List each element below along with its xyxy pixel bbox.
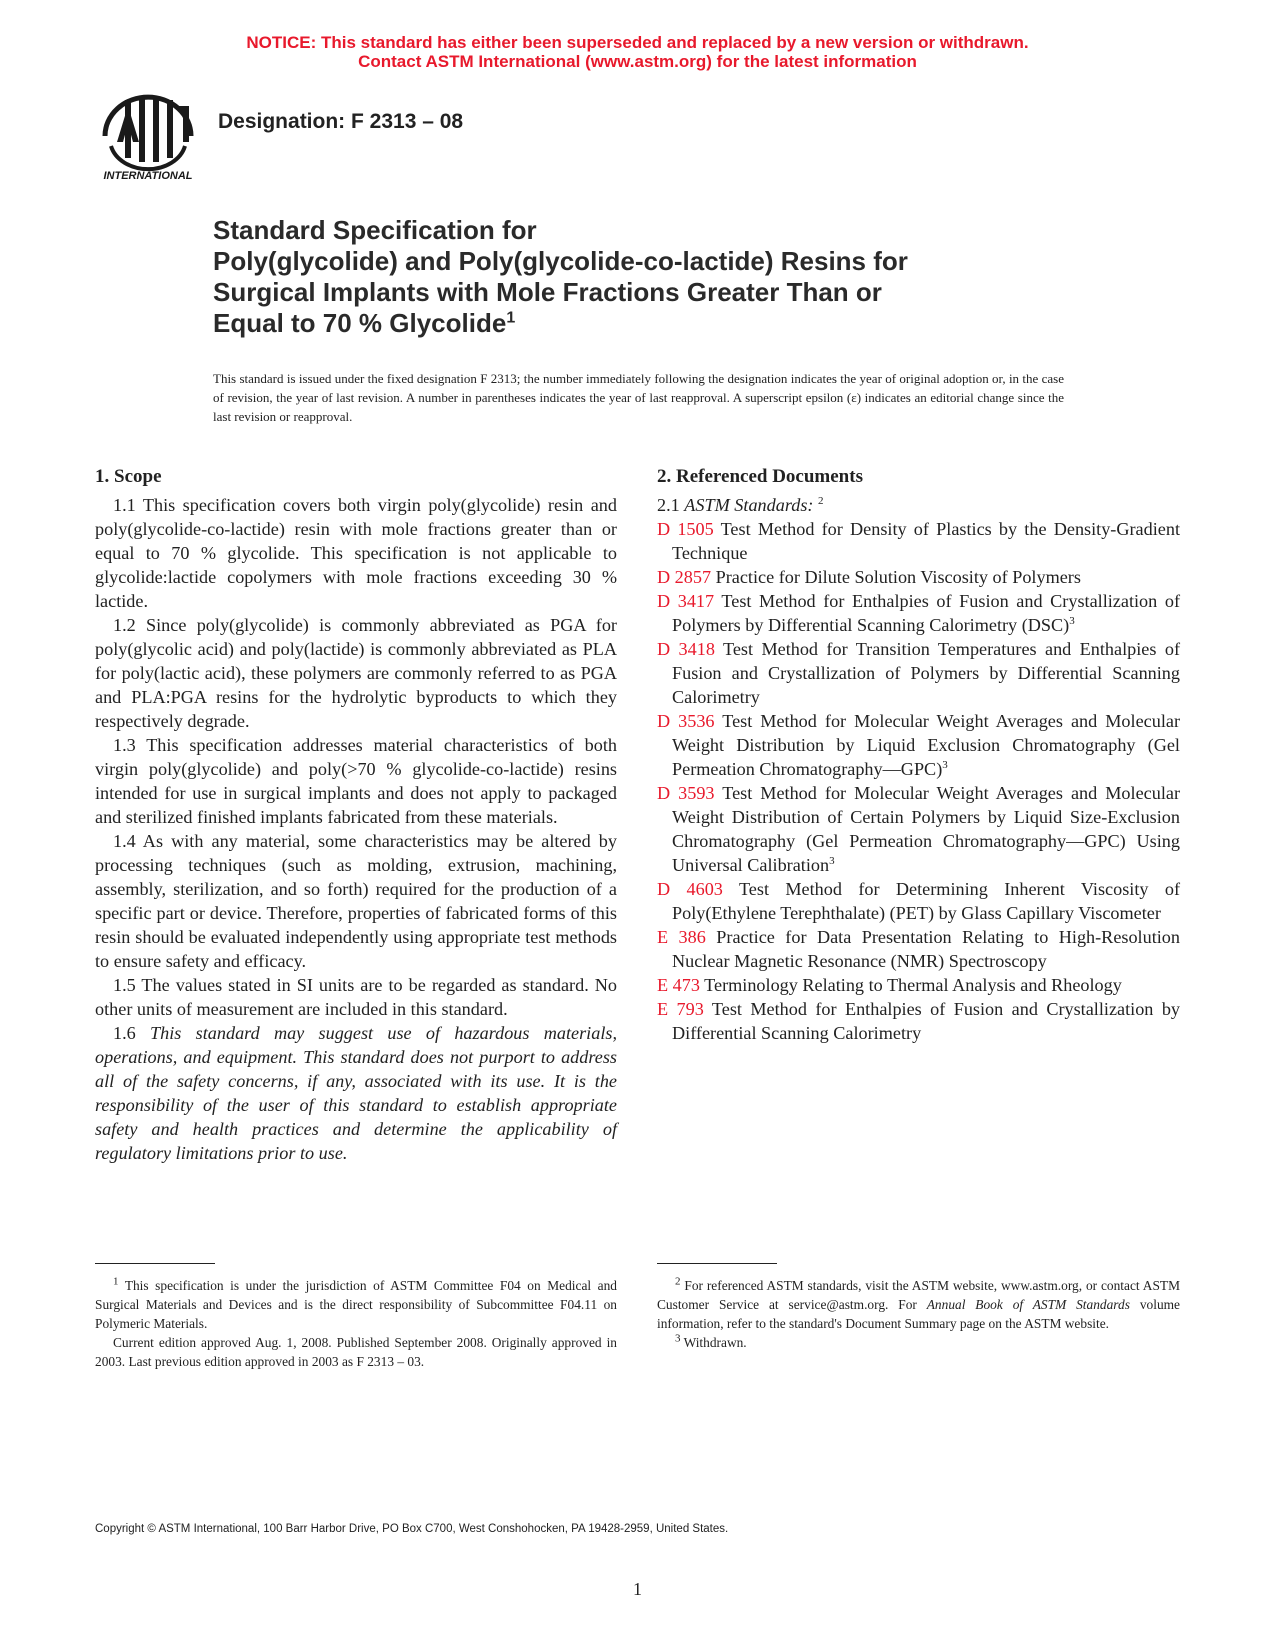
footnote-2-num: 2 [675, 1275, 681, 1288]
logo-caption: INTERNATIONAL [103, 170, 193, 182]
scope-p4: 1.4 As with any material, some characteristics may be altered by processing techniques (such as molding, extrusion, machining, assembly, sterilization, and so forth) required for the production of a specific part or device. Therefore, properties of fabricated forms of this resin should be evaluated independently using appropriate test methods to ensure safety and efficacy. [95, 831, 617, 971]
title-line-3: Surgical Implants with Mole Fractions Greater Than or [213, 277, 882, 307]
footnote-3-text: Withdrawn. [683, 1335, 747, 1350]
refs-sub-fn: 2 [818, 494, 824, 507]
document-title [213, 215, 1113, 339]
reference-footnote-ref: 3 [829, 854, 835, 867]
scope-p3: 1.3 This specification addresses material characteristics of both virgin poly(glycolide) and poly(>70 % glycolide-co-lactide) resins intended for use in surgical implants and does not apply to packaged and sterilized finished implants fabricated from these materials. [95, 735, 617, 827]
scope-p6-text: This standard may suggest use of hazardous materials, operations, and equipment. This standard does not purport to address all of the safety concerns, if any, associated with its use. It is the responsibility of the user of this standard to establish appropriate safety and health practices and determine the applicability of regulatory limitations prior to use. [95, 1023, 618, 1163]
reference-item [657, 781, 1180, 877]
footnote-1-num: 1 [113, 1275, 119, 1288]
footnote-1-text: This specification is under the jurisdiction of ASTM Committee F04 on Medical and Surgical Materials and Devices and is the direct responsibility of Subcommittee F04.11 on Polymeric Materials. [95, 1278, 617, 1331]
notice-line-2: Contact ASTM International (www.astm.org) for the latest information [358, 52, 917, 71]
scope-p6 [95, 1021, 617, 1165]
reference-code-link[interactable]: D 4603 [657, 879, 723, 899]
reference-title: Test Method for Enthalpies of Fusion and Crystallization of Polymers by Differential Scanning Calorimetry (DSC) [672, 591, 1181, 635]
footnotes-right [657, 1276, 1180, 1352]
reference-title: Test Method for Transition Temperatures and Enthalpies of Fusion and Crystallization of Polymers by Differential Scanning Calorimetry [672, 639, 1180, 707]
refs-sub-num: 2.1 [657, 495, 680, 515]
reference-title: Test Method for Molecular Weight Averages and Molecular Weight Distribution of Certain Polymers by Liquid Size-Exclusion Chromatography (Gel Permeation Chromatography—GPC) Using Universal Calibration [672, 783, 1180, 875]
reference-item [657, 997, 1180, 1045]
reference-code-link[interactable]: D 3536 [657, 711, 715, 731]
reference-item [657, 637, 1180, 709]
footnote-1-edition: Current edition approved Aug. 1, 2008. Published September 2008. Originally approved in 2003. Last previous edition approved in 2003 as F 2313 – 03. [95, 1335, 617, 1369]
astm-logo-icon [95, 92, 201, 184]
footnote-2-text-b: volume information, refer to the standard's Document Summary page on the ASTM website. [657, 1297, 1180, 1331]
scope-section [95, 465, 617, 1165]
reference-code-link[interactable]: E 793 [657, 999, 704, 1019]
reference-title: Test Method for Determining Inherent Viscosity of Poly(Ethylene Terephthalate) (PET) by Glass Capillary Viscometer [672, 879, 1181, 923]
referenced-documents-section [657, 465, 1180, 1045]
title-line-2: Poly(glycolide) and Poly(glycolide-co-lactide) Resins for [213, 246, 908, 276]
reference-item [657, 565, 1180, 589]
reference-title: Practice for Data Presentation Relating to High-Resolution Nuclear Magnetic Resonance (NMR) Spectroscopy [672, 927, 1180, 971]
footnote-3 [657, 1333, 1180, 1352]
reference-code-link[interactable]: E 473 [657, 975, 700, 995]
scope-p1: 1.1 This specification covers both virgin poly(glycolide) resin and poly(glycolide-co-lactide) resin with mole fractions greater than or equal to 70 % glycolide. This specification is not applicable to glycolide:lactide copolymers with mole fractions exceeding 30 % lactide. [95, 495, 617, 611]
reference-code-link[interactable]: E 386 [657, 927, 706, 947]
supersede-notice [0, 33, 1275, 71]
reference-item [657, 877, 1180, 925]
title-line-4: Equal to 70 % Glycolide [213, 308, 507, 338]
copyright-line: Copyright © ASTM International, 100 Barr Harbor Drive, PO Box C700, West Conshohocken, PA 19428-2959, United States. [95, 1523, 729, 1535]
reference-code-link[interactable]: D 3593 [657, 783, 715, 803]
astm-logo [95, 92, 201, 184]
refs-heading: 2. Referenced Documents [657, 466, 863, 487]
reference-title: Terminology Relating to Thermal Analysis and Rheology [704, 975, 1122, 995]
reference-footnote-ref: 3 [1069, 614, 1075, 627]
scope-p6-num: 1.6 [113, 1023, 136, 1043]
page-number: 1 [633, 1579, 642, 1599]
notice-line-1: NOTICE: This standard has either been superseded and replaced by a new version or withdrawn. [246, 33, 1029, 52]
footnote-rule-right [657, 1263, 777, 1264]
reference-code-link[interactable]: D 2857 [657, 567, 712, 587]
reference-title: Test Method for Density of Plastics by the Density-Gradient Technique [672, 519, 1180, 563]
reference-item [657, 517, 1180, 565]
reference-title: Practice for Dilute Solution Viscosity of Polymers [715, 567, 1081, 587]
reference-title: Test Method for Molecular Weight Averages and Molecular Weight Distribution by Liquid Exclusion Chromatography (Gel Permeation Chromatography—GPC) [672, 711, 1180, 779]
scope-p2: 1.2 Since poly(glycolide) is commonly abbreviated as PGA for poly(glycolic acid) and poly(lactide) is commonly abbreviated as PLA for poly(lactic acid), these polymers are commonly referred to as PGA and PLA:PGA resins for the hydrolytic byproducts to which they respectively degrade. [95, 615, 617, 731]
reference-list [657, 517, 1180, 1045]
reference-item [657, 973, 1180, 997]
reference-item [657, 925, 1180, 973]
footnote-2 [657, 1276, 1180, 1333]
footnotes-left [95, 1276, 617, 1371]
title-footnote-ref: 1 [506, 309, 516, 327]
reference-footnote-ref: 3 [942, 758, 948, 771]
footnote-2-text-a: For referenced ASTM standards, visit the ASTM website, www.astm.org, or contact ASTM Customer Service at service@astm.org. For [657, 1278, 1180, 1312]
footnote-2-italic: Annual Book of ASTM Standards [926, 1297, 1130, 1312]
issued-note: This standard is issued under the fixed designation F 2313; the number immediately following the designation indicates the year of original adoption or, in the case of revision, the year of last revision. A number in parentheses indicates the year of last reapproval. A superscript epsilon (ε) indicates an editorial change since the last revision or reapproval. [213, 371, 1064, 424]
reference-item [657, 589, 1180, 637]
reference-title: Test Method for Enthalpies of Fusion and Crystallization by Differential Scanning Calorimetry [672, 999, 1181, 1043]
reference-code-link[interactable]: D 3417 [657, 591, 715, 611]
refs-subheading [657, 493, 1180, 517]
footnote-3-num: 3 [675, 1332, 681, 1345]
refs-sub-label: ASTM Standards: [684, 495, 814, 515]
reference-code-link[interactable]: D 3418 [657, 639, 715, 659]
reference-item [657, 709, 1180, 781]
title-line-1: Standard Specification for [213, 215, 537, 245]
scope-heading: 1. Scope [95, 466, 162, 487]
footnote-1 [95, 1276, 617, 1333]
reference-code-link[interactable]: D 1505 [657, 519, 714, 539]
footnote-rule-left [95, 1263, 215, 1264]
designation: Designation: F 2313 – 08 [218, 110, 464, 133]
scope-p5: 1.5 The values stated in SI units are to be regarded as standard. No other units of measurement are included in this standard. [95, 975, 617, 1019]
